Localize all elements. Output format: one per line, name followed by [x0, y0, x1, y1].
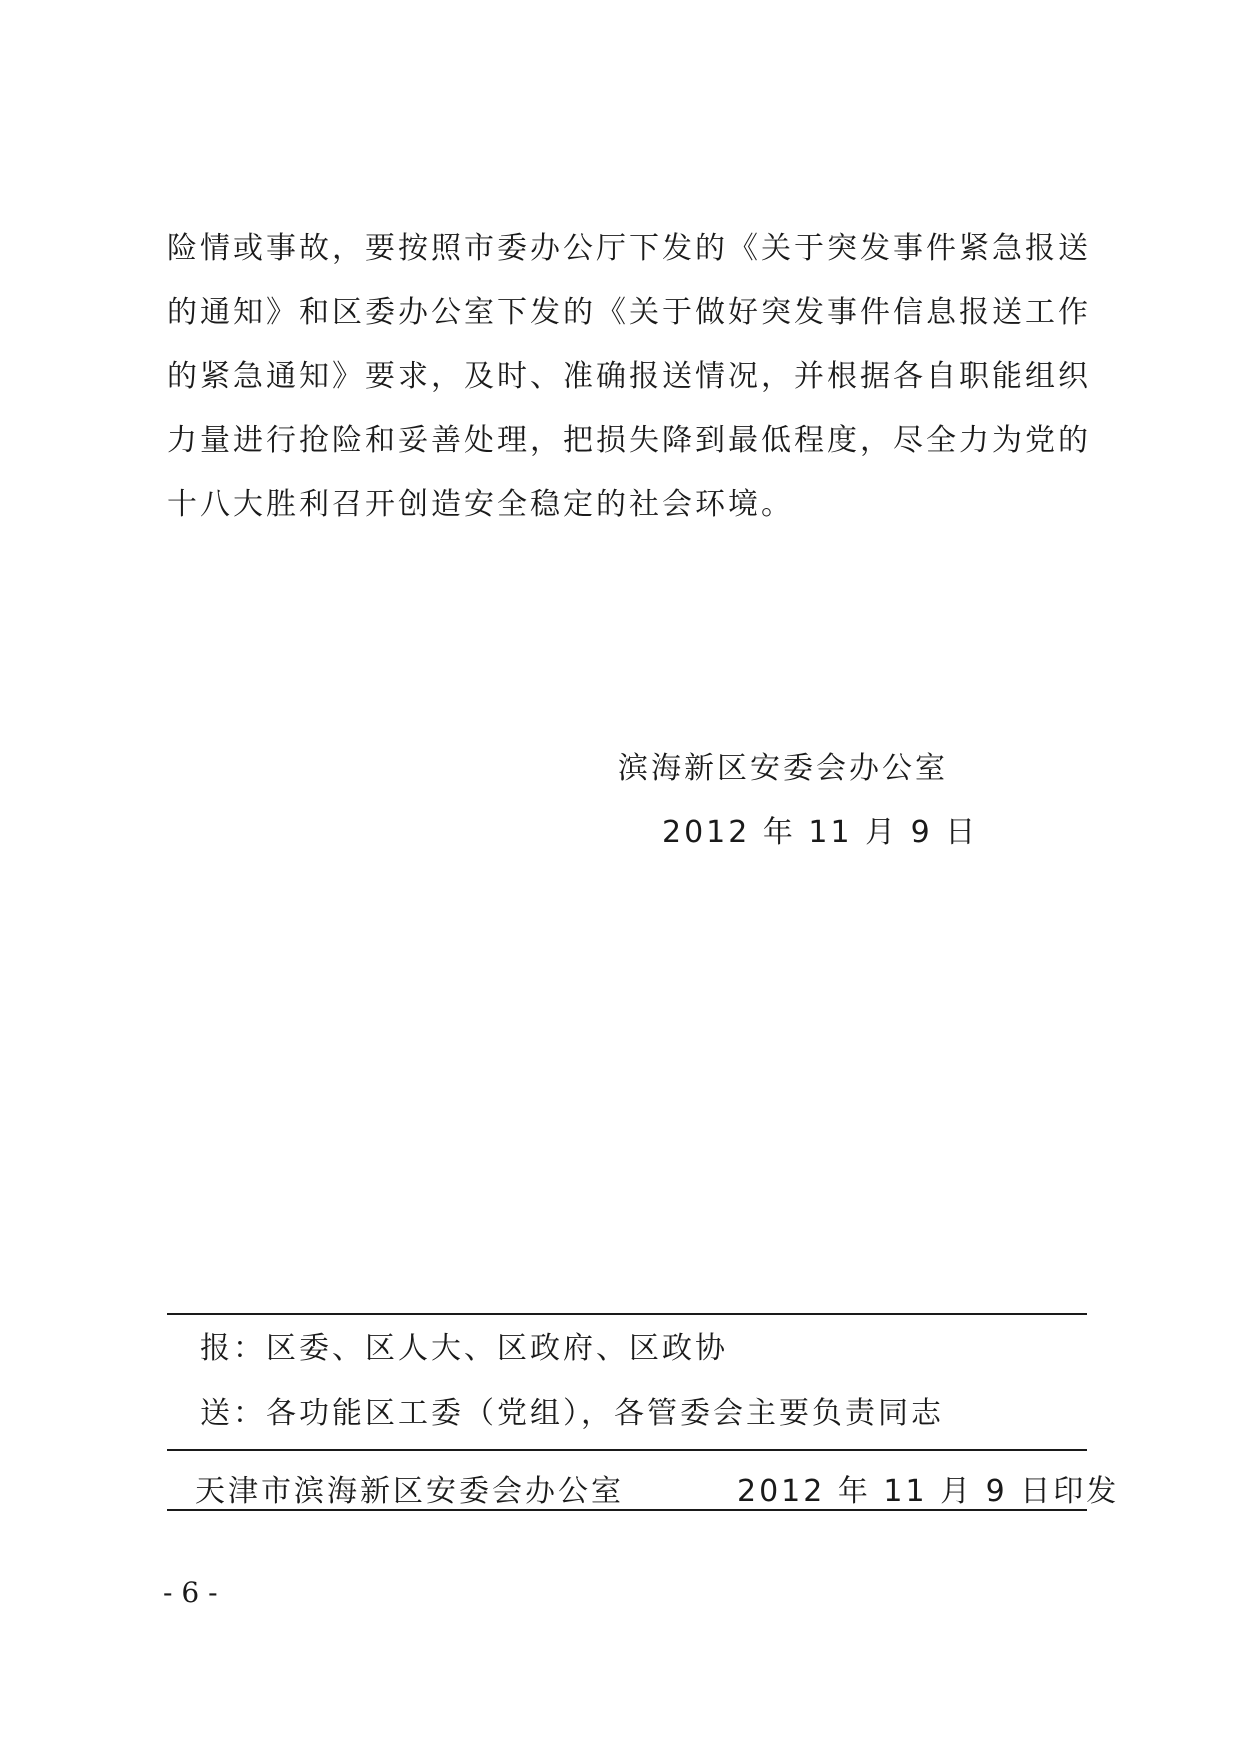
body-line-2: 的通知》和区委办公室下发的《关于做好突发事件信息报送工作	[167, 295, 1091, 330]
send-to-line: 送：各功能区工委（党组），各管委会主要负责同志	[200, 1396, 944, 1431]
signature-org: 滨海新区安委会办公室	[618, 751, 948, 786]
body-line-1: 险情或事故，要按照市委办公厅下发的《关于突发事件紧急报送	[167, 231, 1091, 266]
middle-divider	[167, 1449, 1087, 1451]
issuer-name: 天津市滨海新区安委会办公室	[195, 1474, 624, 1509]
bottom-divider	[167, 1509, 1087, 1511]
body-line-5: 十八大胜利召开创造安全稳定的社会环境。	[167, 487, 794, 522]
body-line-3: 的紧急通知》要求，及时、准确报送情况，并根据各自职能组织	[167, 359, 1091, 394]
body-line-4: 力量进行抢险和妥善处理，把损失降到最低程度，尽全力为党的	[167, 423, 1091, 458]
page-number: - 6 -	[163, 1576, 218, 1609]
signature-date: 2012 年 11 月 9 日	[662, 815, 979, 850]
report-to-line: 报：区委、区人大、区政府、区政协	[200, 1331, 728, 1366]
issue-date: 2012 年 11 月 9 日印发	[737, 1474, 1120, 1509]
top-divider	[167, 1313, 1087, 1315]
